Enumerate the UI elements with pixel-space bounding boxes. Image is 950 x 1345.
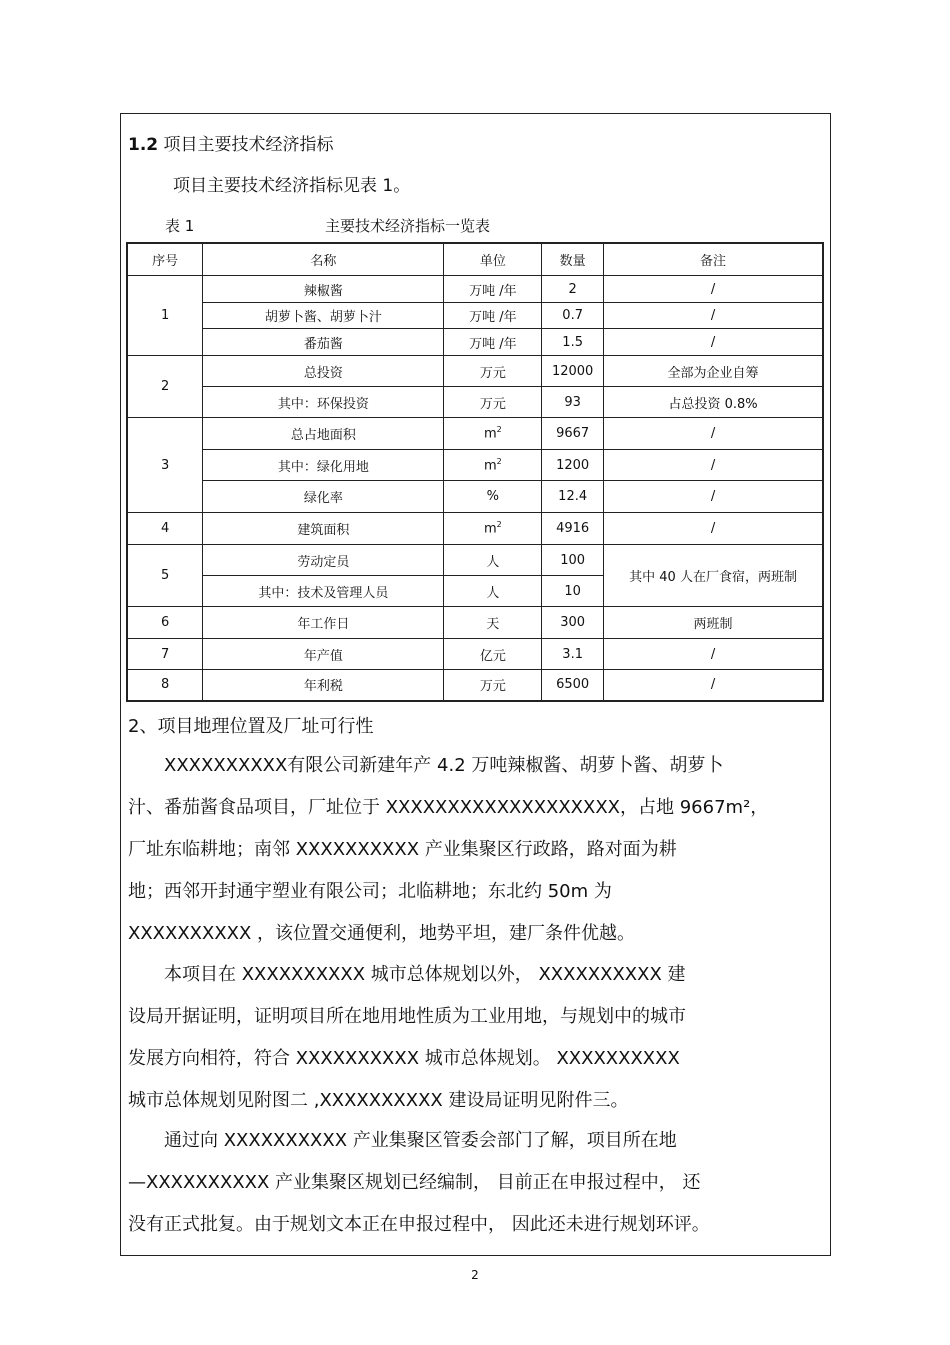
row-note: / [604, 450, 823, 481]
row-name: 辣椒酱 [203, 276, 444, 303]
row-note: / [604, 276, 823, 303]
row-unit: 万元 [444, 356, 542, 387]
row-note: 全部为企业自筹 [604, 356, 823, 387]
table-row [127, 450, 823, 481]
paragraph-line: XXXXXXXXXX ，该位置交通便利，地势平坦，建厂条件优越。 [128, 923, 636, 944]
row-qty: 12.4 [542, 481, 604, 513]
row-unit: 亿元 [444, 639, 542, 670]
row-note: / [604, 481, 823, 513]
header-no: 序号 [127, 243, 203, 276]
row-name: 总占地面积 [203, 418, 444, 450]
row-qty: 12000 [542, 356, 604, 387]
section2-heading: 2、项目地理位置及厂址可行性 [128, 716, 374, 737]
row-name: 其中：绿化用地 [203, 450, 444, 481]
paragraph-line: 设局开据证明，证明项目所在地用地性质为工业用地，与规划中的城市 [128, 1006, 686, 1027]
row-unit: 万元 [444, 670, 542, 701]
row-unit: 人 [444, 576, 542, 607]
table-row [127, 329, 823, 356]
row-name: 建筑面积 [203, 513, 444, 545]
row-no: 3 [127, 418, 203, 513]
row-unit: % [444, 481, 542, 513]
row-no: 5 [127, 545, 203, 607]
paragraph-line: 汁、番茄酱食品项目，厂址位于 XXXXXXXXXXXXXXXXXXX，占地 9667m²， [128, 797, 769, 818]
row-name: 其中：环保投资 [203, 387, 444, 418]
unit-superscript: 2 [496, 456, 502, 466]
table-row [127, 670, 823, 701]
row-qty: 0.7 [542, 303, 604, 329]
paragraph-approval [128, 1120, 822, 1246]
row-name: 绿化率 [203, 481, 444, 513]
row-qty: 2 [542, 276, 604, 303]
row-name: 其中：技术及管理人员 [203, 576, 444, 607]
unit-superscript: 2 [496, 520, 502, 530]
row-qty: 93 [542, 387, 604, 418]
row-name: 总投资 [203, 356, 444, 387]
row-qty: 1.5 [542, 329, 604, 356]
row-note: / [604, 670, 823, 701]
row-note: / [604, 513, 823, 545]
row-name: 劳动定员 [203, 545, 444, 576]
row-qty: 1200 [542, 450, 604, 481]
unit-superscript: 2 [496, 425, 502, 435]
table-row [127, 481, 823, 513]
row-name: 年工作日 [203, 607, 444, 639]
paragraph-line: 发展方向相符，符合 XXXXXXXXXX 城市总体规划。 XXXXXXXXXX [128, 1048, 680, 1069]
row-qty: 9667 [542, 418, 604, 450]
row-name: 年产值 [203, 639, 444, 670]
table-row [127, 545, 823, 576]
paragraph-line: 没有正式批复。由于规划文本正在申报过程中， 因此还未进行规划环评。 [128, 1214, 710, 1235]
row-note: 两班制 [604, 607, 823, 639]
table-row [127, 513, 823, 545]
intro-text: 项目主要技术经济指标见表 1。 [173, 176, 411, 196]
row-note: / [604, 303, 823, 329]
paragraph-line: 本项目在 XXXXXXXXXX 城市总体规划以外， XXXXXXXXXX 建 [128, 964, 686, 985]
paragraph-line: XXXXXXXXXX有限公司新建年产 4.2 万吨辣椒酱、胡萝卜酱、胡萝卜 [128, 755, 724, 776]
paragraph-line: 地；西邻开封通宇塑业有限公司；北临耕地；东北约 50m 为 [128, 881, 612, 902]
row-qty: 6500 [542, 670, 604, 701]
row-unit: 人 [444, 545, 542, 576]
indicator-table [126, 242, 824, 702]
paragraph-site [128, 745, 822, 955]
row-name: 胡萝卜酱、胡萝卜汁 [203, 303, 444, 329]
row-unit: 天 [444, 607, 542, 639]
paragraph-line: 通过向 XXXXXXXXXX 产业集聚区管委会部门了解，项目所在地 [128, 1130, 677, 1151]
row-no: 4 [127, 513, 203, 545]
row-note: 占总投资 0.8% [604, 387, 823, 418]
row-name: 番茄酱 [203, 329, 444, 356]
row-qty: 3.1 [542, 639, 604, 670]
row-qty: 100 [542, 545, 604, 576]
header-unit: 单位 [444, 243, 542, 276]
paragraph-planning [128, 954, 822, 1122]
row-unit [444, 418, 542, 450]
row-note: / [604, 329, 823, 356]
section-heading [128, 130, 334, 155]
row-unit: 万吨 /年 [444, 276, 542, 303]
row-unit: 万吨 /年 [444, 303, 542, 329]
paragraph-line: 城市总体规划见附图二 ,XXXXXXXXXX 建设局证明见附件三。 [128, 1090, 629, 1111]
row-note: / [604, 639, 823, 670]
unit-text: m [483, 521, 497, 537]
row-no: 6 [127, 607, 203, 639]
table-caption [165, 215, 565, 236]
header-note: 备注 [604, 243, 823, 276]
row-qty: 10 [542, 576, 604, 607]
row-unit: 万吨 /年 [444, 329, 542, 356]
table-row [127, 303, 823, 329]
table-header-row [127, 243, 823, 276]
header-qty: 数量 [542, 243, 604, 276]
row-no: 1 [127, 276, 203, 356]
paragraph-line: 厂址东临耕地；南邻 XXXXXXXXXX 产业集聚区行政路，路对面为耕 [128, 839, 677, 860]
row-qty: 4916 [542, 513, 604, 545]
header-name: 名称 [203, 243, 444, 276]
row-note: / [604, 418, 823, 450]
page-number: 2 [471, 1268, 479, 1282]
row-unit [444, 513, 542, 545]
paragraph-line: —XXXXXXXXXX 产业集聚区规划已经编制， 目前正在申报过程中， 还 [128, 1172, 701, 1193]
unit-text: m [483, 458, 497, 474]
unit-text: m [483, 426, 497, 442]
section-title: 项目主要技术经济指标 [163, 135, 334, 155]
row-unit [444, 450, 542, 481]
table-row [127, 276, 823, 303]
table-caption-title: 主要技术经济指标一览表 [325, 217, 491, 235]
row-qty: 300 [542, 607, 604, 639]
section-number: 1.2 [128, 135, 159, 155]
table-row [127, 418, 823, 450]
table-row [127, 607, 823, 639]
table-caption-label: 表 1 [165, 217, 195, 235]
row-name: 年利税 [203, 670, 444, 701]
table-row [127, 639, 823, 670]
table-row [127, 387, 823, 418]
row-unit: 万元 [444, 387, 542, 418]
row-no: 2 [127, 356, 203, 418]
row-no: 8 [127, 670, 203, 701]
table-row [127, 356, 823, 387]
row-note: 其中 40 人在厂食宿，两班制 [604, 545, 823, 607]
row-no: 7 [127, 639, 203, 670]
